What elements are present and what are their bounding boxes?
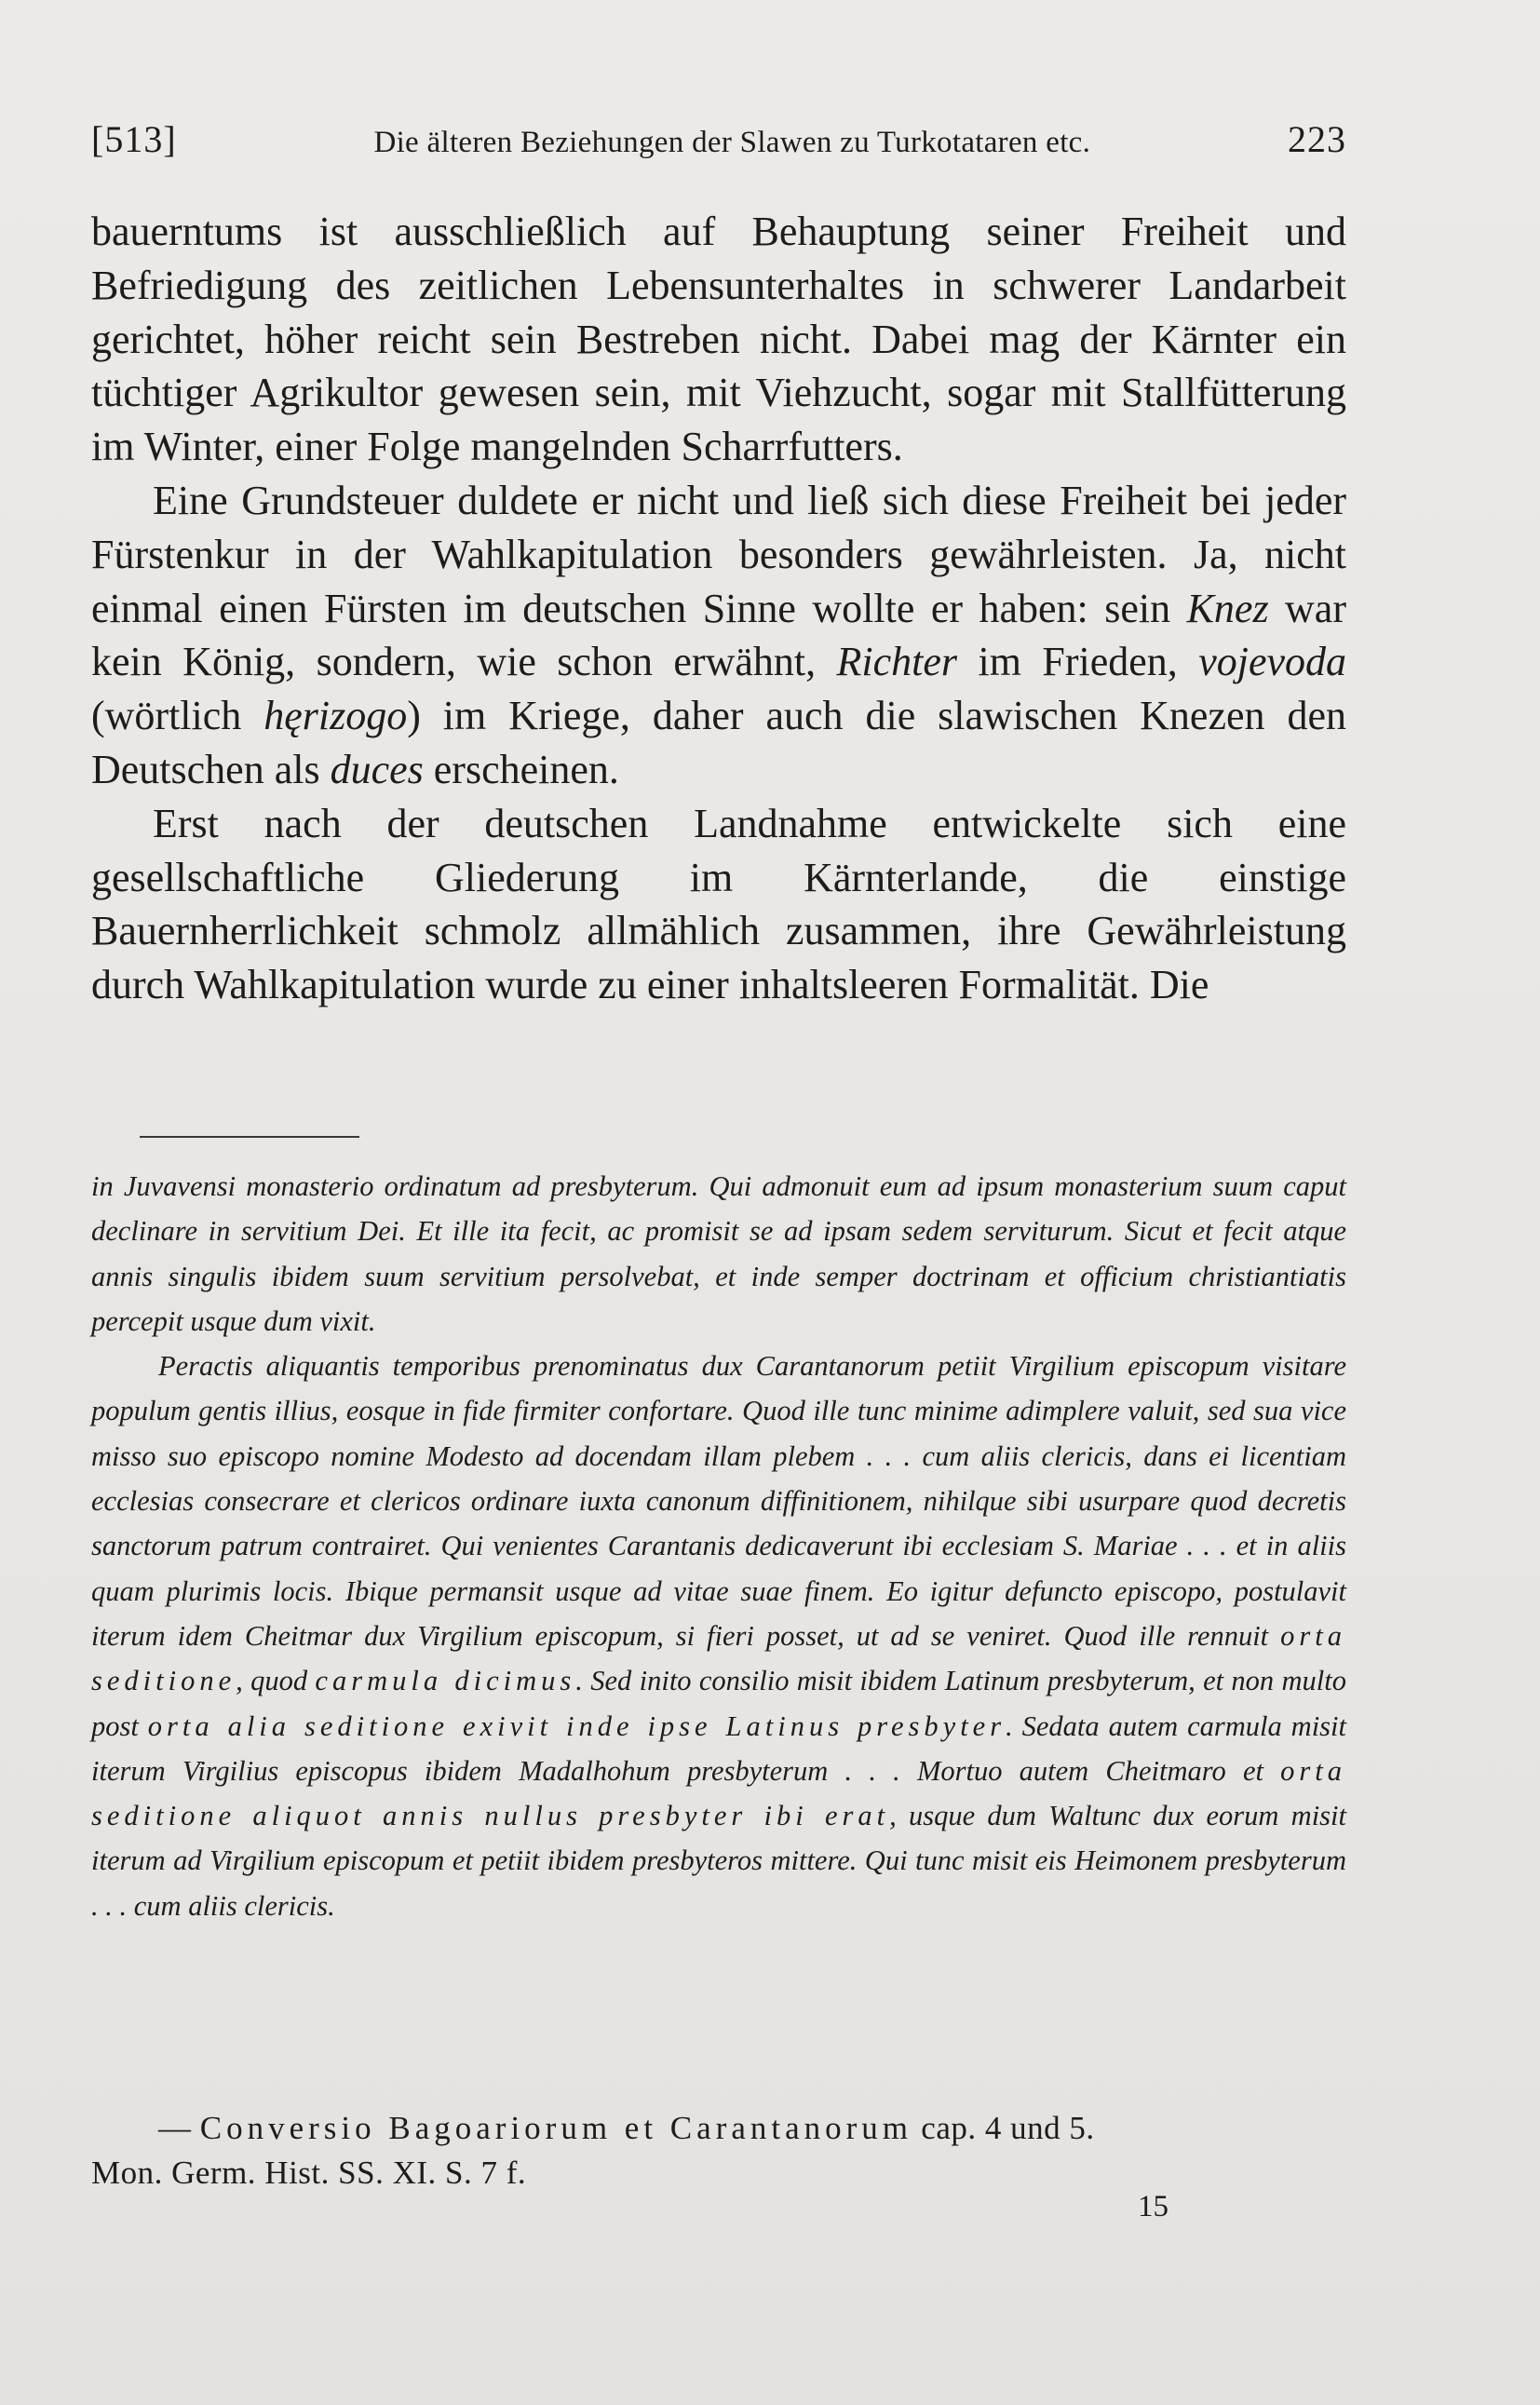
text-run: Eine Grundsteuer duldete er nicht und ließ sich diese Freiheit bei jeder Fürstenkur in der Wahlkapitulation besonders gewährleisten. Ja, nicht einmal einen Fürsten im deutschen Sinne wollte er haben: sein [91, 477, 1346, 631]
signature-mark: 15 [1138, 2190, 1169, 2223]
spaced-phrase: orta alia seditione exivit inde ipse Latinus presbyter [147, 1709, 1006, 1742]
section-number: [513] [91, 118, 177, 160]
spaced-phrase: orta seditione [91, 1619, 1346, 1697]
text-run: , usque dum Waltunc dux eorum misit iterum ad Virgilium episcopum et petiit ibidem presbyteros mittere. Qui tunc misit eis Heimonem presbyterum . . . cum aliis clericis. [91, 1800, 1346, 1922]
italic-term-knez: Knez [1186, 585, 1269, 631]
citation-dash: — [158, 2110, 200, 2146]
footnote-divider [140, 1136, 359, 1138]
italic-term-duces: duces [330, 746, 424, 792]
italic-term-vojevoda: vojevoda [1198, 639, 1347, 685]
paragraph-3: Erst nach der deutschen Landnahme entwickelte sich eine gesellschaftliche Gliederung im Kärnterlande, die einstige Bauernherrlichkeit schmolz allmählich zusammen, ihre Gewährleistung durch Wahlkapitulation wurde zu einer inhaltsleeren Formalität. Die [91, 800, 1346, 1008]
text-run: Peractis aliquantis temporibus prenominatus dux Carantanorum petiit Virgilium episcopum visitare populum gentis illius, eosque in fide firmiter confortare. Quod ille tunc minime adimplere valuit, sed sua vice misso suo episcopo nomine Modesto ad docendam illam plebem . . . cum aliis clericis, dans ei licentiam ecclesias consecrare et clericos ordinare iuxta canonum diffinitionem, nihilque sibi usurpare quod decretis sanctorum patrum contrairet. Qui venientes Carantanis dedicaverunt ibi ecclesiam S. Mariae . . . et in aliis quam plurimis locis. Ibique permansit usque ad vitae suae finem. Eo igitur defuncto episcopo, postulavit iterum idem Cheitmar dux Virgilium episcopum, si fieri posset, ut ad se veniret. Quod ille rennuit [91, 1350, 1346, 1652]
citation-ref: cap. 4 und 5. [912, 2110, 1095, 2146]
running-header [91, 117, 1346, 161]
main-text [91, 205, 1346, 1012]
citation-line-1 [91, 2106, 1346, 2151]
footnote-paragraph-1: in Juvavensi monasterio ordinatum ad presbyterum. Qui admonuit eum ad ipsum monasterium suum caput declinare in servitium Dei. Et ille ita fecit, ac promisit se ad ipsam sedem serviturum. Sicut et fecit atque annis singulis ibidem suum servitium persolvebat, et inde semper doctrinam et officium christiantiatis percepit usque dum vixit. [91, 1170, 1346, 1337]
footnote-citation [91, 2106, 1346, 2196]
spaced-phrase: carmula dicimus [315, 1665, 576, 1697]
paragraph-2 [91, 474, 1346, 797]
citation-title: Conversio Bagoariorum et Carantanorum [199, 2110, 913, 2146]
footnote-text [91, 1164, 1346, 1928]
paragraph-1: bauerntums ist ausschließlich auf Behauptung seiner Freiheit und Befriedigung des zeitlichen Lebensunterhaltes in schwerer Landarbeit gerichtet, höher reicht sein Bestreben nicht. Dabei mag der Kärnter ein tüchtiger Agrikultor gewesen sein, mit Viehzucht, sogar mit Stallfütterung im Winter, einer Folge mangelnden Scharrfutters. [91, 209, 1346, 470]
footnote-paragraph-2 [91, 1344, 1346, 1928]
text-run: , quod [236, 1665, 316, 1697]
italic-term-richter: Richter [836, 639, 958, 685]
running-title: Die älteren Beziehungen der Slawen zu Turkotataren etc. [373, 126, 1091, 159]
page-number: 223 [1288, 118, 1346, 160]
spaced-phrase: orta seditione aliquot annis nullus presbyter ibi erat [91, 1754, 1346, 1832]
text-run: . Sed inito consilio misit ibidem Latinum presbyterum, et non multo post [91, 1665, 1346, 1742]
text-run: war kein König, sondern, wie schon erwähnt, [91, 585, 1346, 685]
text-run: erscheinen. [423, 746, 619, 792]
text-run: im Frieden, [957, 639, 1199, 685]
text-run: . Sedata autem carmula misit iterum Virgilius episcopus ibidem Madalhohum presbyterum . . . Mortuo autem Cheitmaro et [91, 1709, 1346, 1787]
text-run: ) im Kriege, daher auch die slawischen Knezen den Deutschen als [91, 693, 1346, 792]
text-run: (wörtlich [91, 693, 264, 739]
citation-line-2: Mon. Germ. Hist. SS. XI. S. 7 f. [91, 2155, 527, 2191]
italic-term-herizogo: hęrizogo [263, 693, 408, 739]
